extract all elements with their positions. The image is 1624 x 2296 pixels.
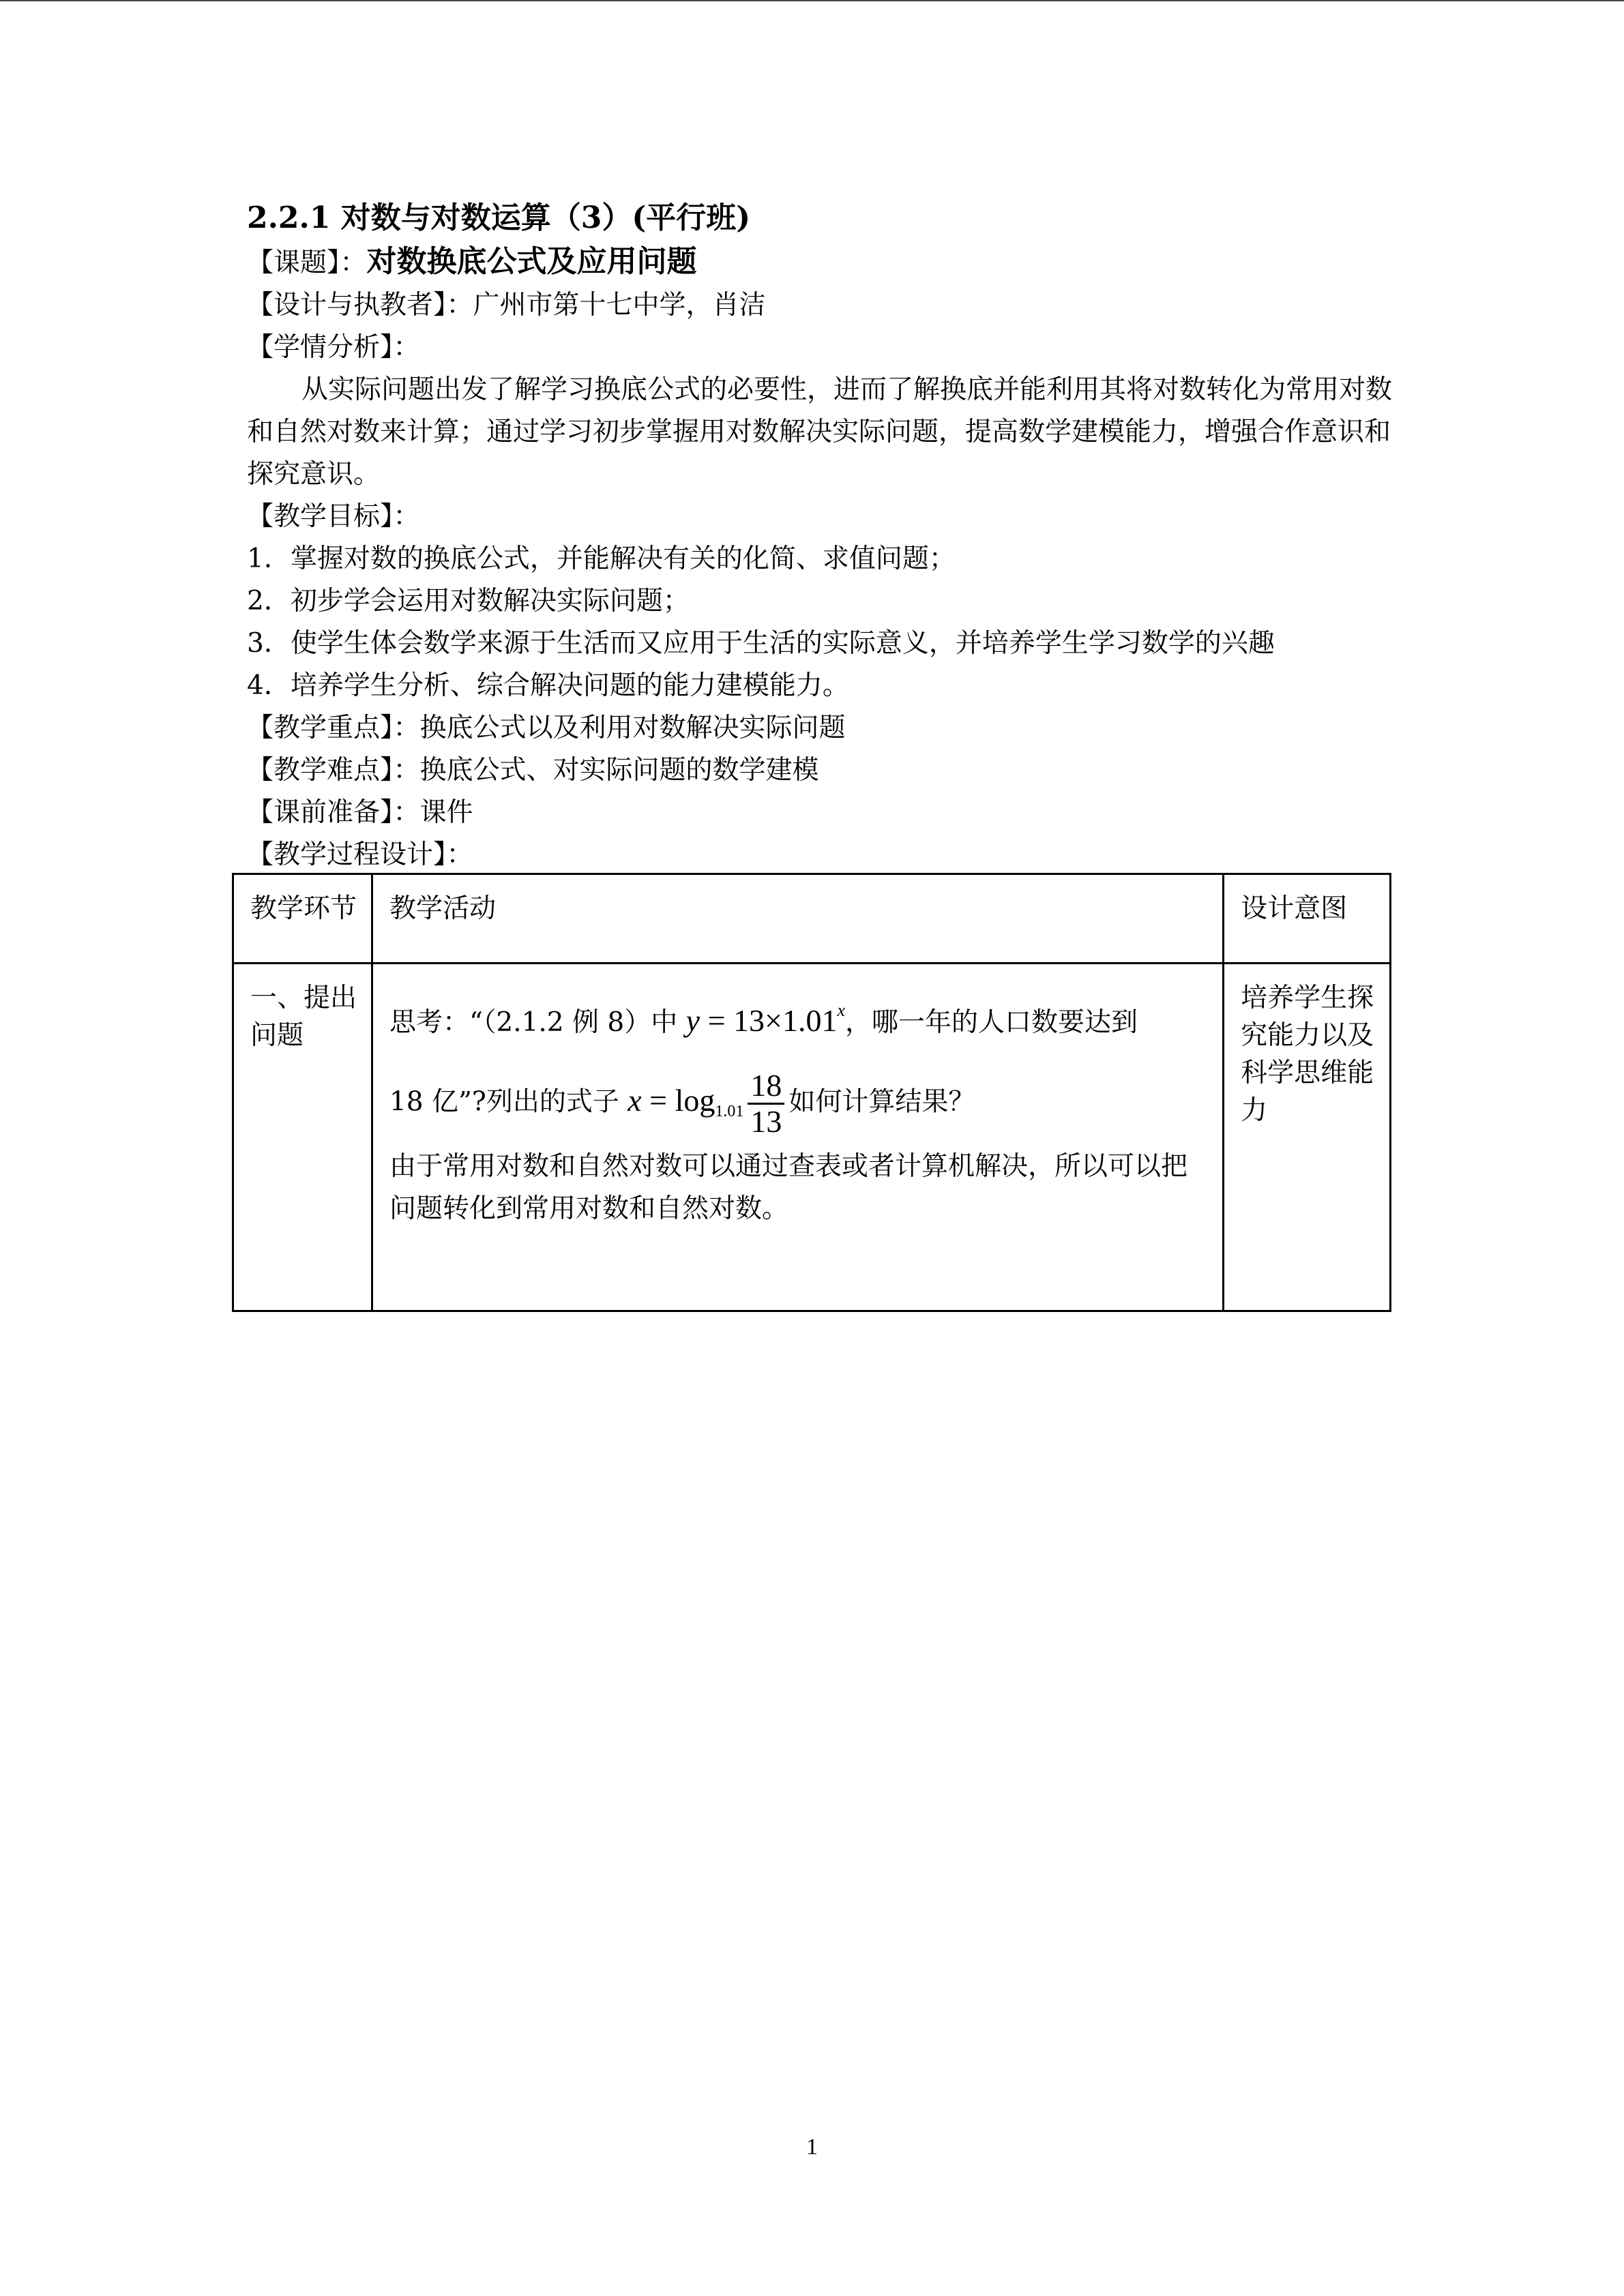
key-point-label: 【教学重点】： xyxy=(247,713,420,743)
key-point-text: 换底公式以及利用对数解决实际问题 xyxy=(419,713,846,743)
preparation-text: 课件 xyxy=(419,797,473,828)
intent-cell: 培养学生探究能力以及科学思维能力 xyxy=(1224,964,1391,1311)
analysis-label: 【学情分析】： xyxy=(247,332,420,363)
topic-line xyxy=(247,241,1393,284)
question-line xyxy=(389,992,1209,1041)
fraction-denominator: 13 xyxy=(750,1104,782,1139)
population-formula xyxy=(685,1000,845,1038)
analysis-paragraph: 从实际问题出发了解学习换底公式的必要性，进而了解换底并能利用其将对数转化为常用对数和自然对数来计算；通过学习初步掌握用对数解决实际问题，提高数学建模能力，增强合作意识和探究意识。 xyxy=(247,374,1393,490)
expression-line xyxy=(389,1069,1209,1139)
difficulty-line xyxy=(247,749,1393,792)
formula-y-exponent: x xyxy=(837,1000,845,1020)
designer-line xyxy=(247,284,1393,327)
table-row xyxy=(233,964,1391,1311)
topic-label: 【课题】： xyxy=(247,248,367,278)
goal-item: 4．培养学生分析、综合解决问题的能力建模能力。 xyxy=(247,670,849,701)
table-header-row xyxy=(233,874,1391,964)
formula-x-base: 1.01 xyxy=(715,1102,744,1120)
preparation-label: 【课前准备】： xyxy=(247,797,420,828)
fraction xyxy=(748,1069,784,1139)
topic-text: 对数换底公式及应用问题 xyxy=(366,244,697,279)
formula-y-variable: y xyxy=(685,1003,700,1038)
page-number: 1 xyxy=(806,2134,818,2160)
question-prefix: 思考：“（2.1.2 例 8）中 xyxy=(389,1007,678,1038)
preparation-line xyxy=(247,792,1393,834)
designer-text: 广州市第十七中学，肖洁 xyxy=(473,290,766,320)
key-point-line xyxy=(247,707,1393,749)
log-formula xyxy=(628,1083,743,1118)
process-label: 【教学过程设计】： xyxy=(247,839,473,870)
goals-label: 【教学目标】： xyxy=(247,501,420,532)
expression-suffix: 如何计算结果？ xyxy=(788,1086,975,1118)
fraction-numerator: 18 xyxy=(748,1069,784,1105)
difficulty-label: 【教学难点】： xyxy=(247,755,420,786)
header-stage: 教学环节 xyxy=(233,874,372,964)
header-activity: 教学活动 xyxy=(372,874,1223,964)
formula-y-rhs: = 13×1.01 xyxy=(700,1003,838,1038)
goal-item: 1．掌握对数的换底公式，并能解决有关的化简、求值问题； xyxy=(247,543,956,574)
teaching-process-table xyxy=(232,873,1391,1312)
formula-x-log: = log xyxy=(641,1082,715,1118)
expression-prefix: 18 亿”?列出的式子 xyxy=(389,1086,619,1118)
stage-cell: 一、提出问题 xyxy=(233,964,372,1311)
question-suffix: ，哪一年的人口数要达到 xyxy=(845,1007,1138,1038)
header-intent: 设计意图 xyxy=(1224,874,1391,964)
goal-item: 3．使学生体会数学来源于生活而又应用于生活的实际意义，并培养学生学习数学的兴趣 xyxy=(247,628,1275,659)
activity-paragraph: 由于常用对数和自然对数可以通过查表或者计算机解决，所以可以把问题转化到常用对数和自然对数。 xyxy=(389,1151,1187,1224)
page-title: 2.2.1 对数与对数运算（3）(平行班) xyxy=(247,200,751,235)
formula-x-variable: x xyxy=(628,1082,642,1118)
difficulty-text: 换底公式、对实际问题的数学建模 xyxy=(419,755,819,786)
goal-item: 2．初步学会运用对数解决实际问题； xyxy=(247,586,690,616)
designer-label: 【设计与执教者】： xyxy=(247,290,473,320)
activity-cell xyxy=(372,964,1223,1311)
document-body xyxy=(247,196,1393,876)
